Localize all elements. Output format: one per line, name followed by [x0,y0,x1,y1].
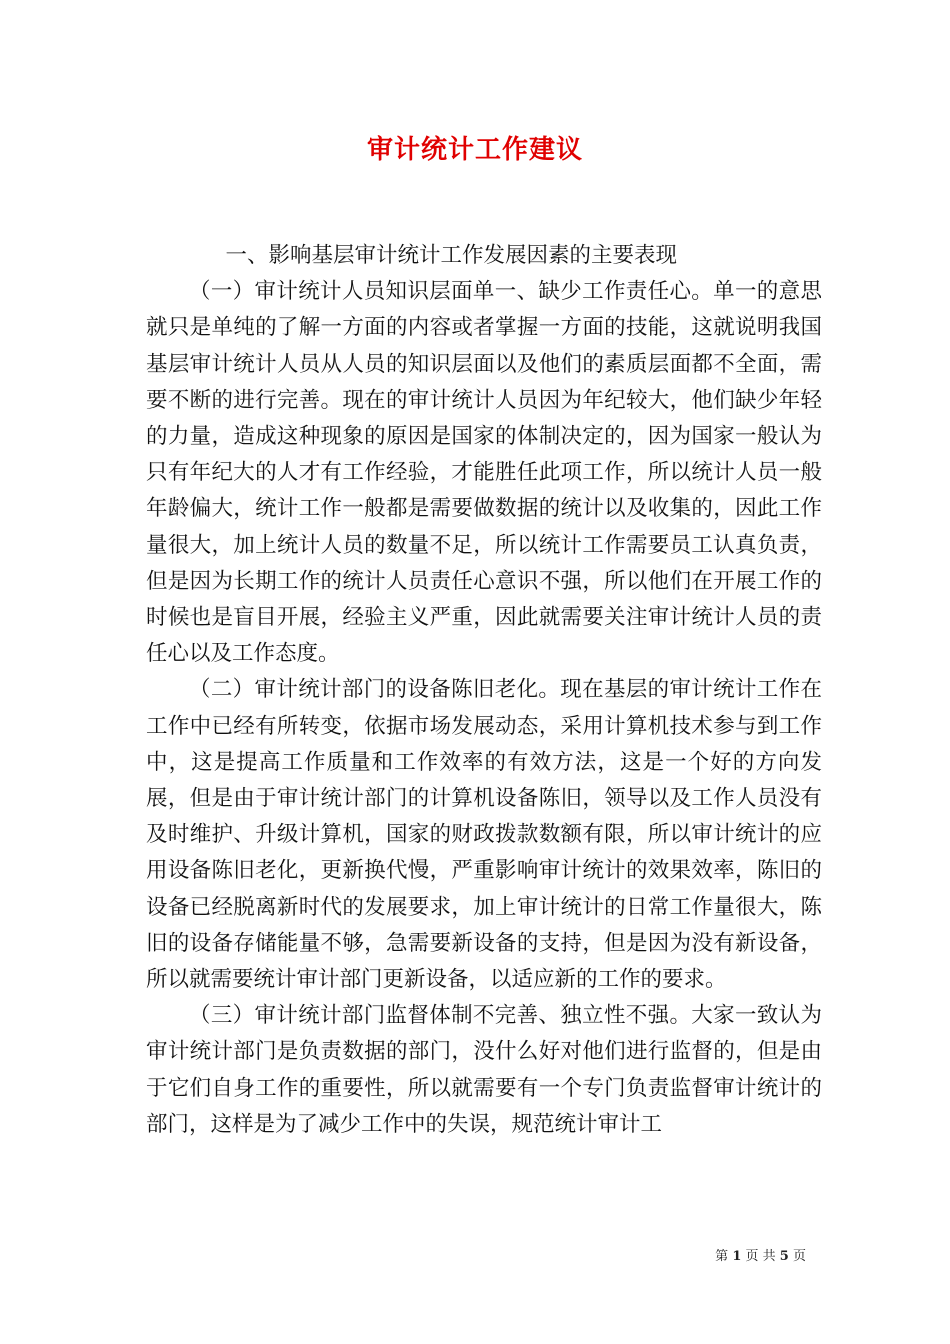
footer-middle: 页 共 [745,1249,776,1264]
total-page-number: 5 [779,1249,789,1264]
current-page-number: 1 [732,1249,742,1264]
section-heading: 一、影响基层审计统计工作发展因素的主要表现 [225,243,678,268]
paragraph-2: （二）审计统计部门的设备陈旧老化。现在基层的审计统计工作在工作中已经有所转变，依据市场发展动态，采用计算机技术参与到工作中，这是提高工作质量和工作效率的有效方法，这是一个好的方向发展，但是由于审计统计部门的计算机设备陈旧，领导以及工作人员没有及时维护、升级计算机，国家的财政拨款数额有限，所以审计统计的应用设备陈旧老化，更新换代慢，严重影响审计统计的效果效率，陈旧的设备已经脱离新时代的发展要求，加上审计统计的日常工作量很大，陈旧的设备存储能量不够，急需要新设备的支持，但是因为没有新设备，所以就需要统计审计部门更新设备，以适应新的工作的要求。 [146,677,822,993]
paragraph-3: （三）审计统计部门监督体制不完善、独立性不强。大家一致认为审计统计部门是负责数据的部门，没什么好对他们进行监督的，但是由于它们自身工作的重要性，所以就需要有一个专门负责监督审计统计的部门，这样是为了减少工作中的失误，规范统计审计工 [146,1003,822,1137]
document-body [146,238,822,1143]
page-footer [0,1249,806,1265]
footer-suffix: 页 [792,1249,806,1264]
footer-prefix: 第 [715,1249,729,1264]
paragraph-1: （一）审计统计人员知识层面单一、缺少工作责任心。单一的意思就只是单纯的了解一方面的内容或者掌握一方面的技能，这就说明我国基层审计统计人员从人员的知识层面以及他们的素质层面都不全面，需要不断的进行完善。现在的审计统计人员因为年纪较大，他们缺少年轻的力量，造成这种现象的原因是国家的体制决定的，因为国家一般认为只有年纪大的人才有工作经验，才能胜任此项工作，所以统计人员一般年龄偏大，统计工作一般都是需要做数据的统计以及收集的，因此工作量很大，加上统计人员的数量不足，所以统计工作需要员工认真负责，但是因为长期工作的统计人员责任心意识不强，所以他们在开展工作的时候也是盲目开展，经验主义严重，因此就需要关注审计统计人员的责任心以及工作态度。 [146,279,822,667]
document-title: 审计统计工作建议 [366,135,583,165]
